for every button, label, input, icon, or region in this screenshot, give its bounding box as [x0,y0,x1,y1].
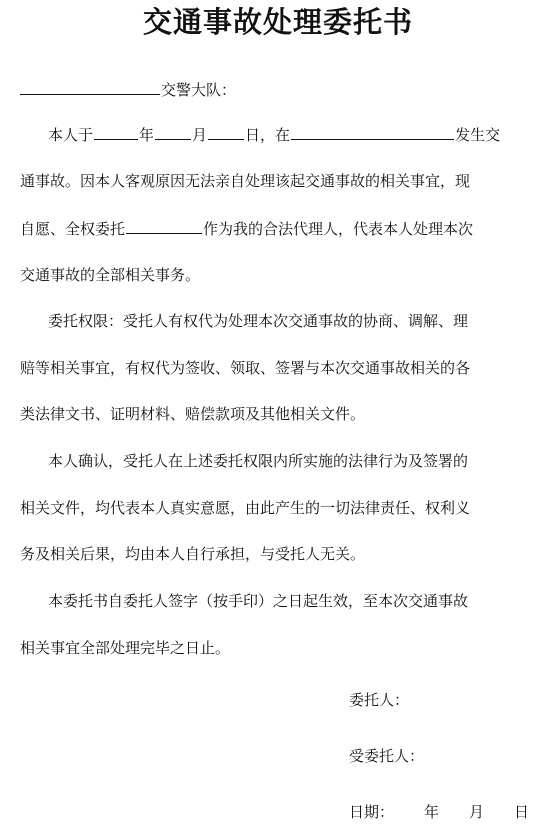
para3-line2: 相关文件，均代表本人真实意愿，由此产生的一切法律责任、权利义 [20,499,471,517]
day-blank [208,124,244,140]
para1-day: 日，在 [245,126,291,144]
para1-text-d: 作为我的合法代理人，代表本人处理本次 [203,220,474,238]
para1-text-c: 自愿、全权委托 [20,220,126,238]
addressee-blank [20,79,160,95]
para2-line1: 委托权限：受托人有权代为处理本次交通事故的协商、调解、理 [48,312,469,330]
location-blank [291,124,454,140]
year-blank [94,124,138,140]
date-month: 月 [469,803,485,821]
para3-line3: 务及相关后果，均由本人自行承担，与受托人无关。 [20,545,366,563]
addressee-line [20,79,236,100]
date-label: 日期： [349,803,395,821]
date-row [349,802,529,822]
para3-line1: 本人确认，受托人在上述委托权限内所实施的法律行为及签署的 [48,452,469,470]
para4-line1: 本委托书自委托人签字（按手印）之日起生效，至本次交通事故 [48,592,469,610]
para1-line1 [48,124,500,145]
date-year: 年 [424,803,440,821]
para1-month: 月 [192,126,208,144]
addressee-suffix: 交警大队： [161,81,237,99]
principal-signature-label: 委托人： [349,691,410,709]
para1-line3 [20,218,473,239]
date-day: 日 [514,803,530,821]
para4-line2: 相关事宜全部处理完毕之日止。 [20,639,231,657]
agent-name-blank [126,218,202,234]
para1-text-a: 本人于 [48,126,94,144]
document-title: 交通事故处理委托书 [142,5,413,39]
para2-line2: 赔等相关事宜，有权代为签收、领取、签署与本次交通事故相关的各 [20,359,471,377]
month-blank [155,124,191,140]
para1-end: 发生交 [455,126,501,144]
para2-line3: 类法律文书、证明材料、赔偿款项及其他相关文件。 [20,405,366,423]
para1-year: 年 [139,126,155,144]
para1-line4: 交通事故的全部相关事务。 [20,266,201,284]
para1-line2: 通事故。因本人客观原因无法亲自处理该起交通事故的相关事宜，现 [20,172,471,190]
agent-signature-label: 受委托人： [349,747,425,765]
